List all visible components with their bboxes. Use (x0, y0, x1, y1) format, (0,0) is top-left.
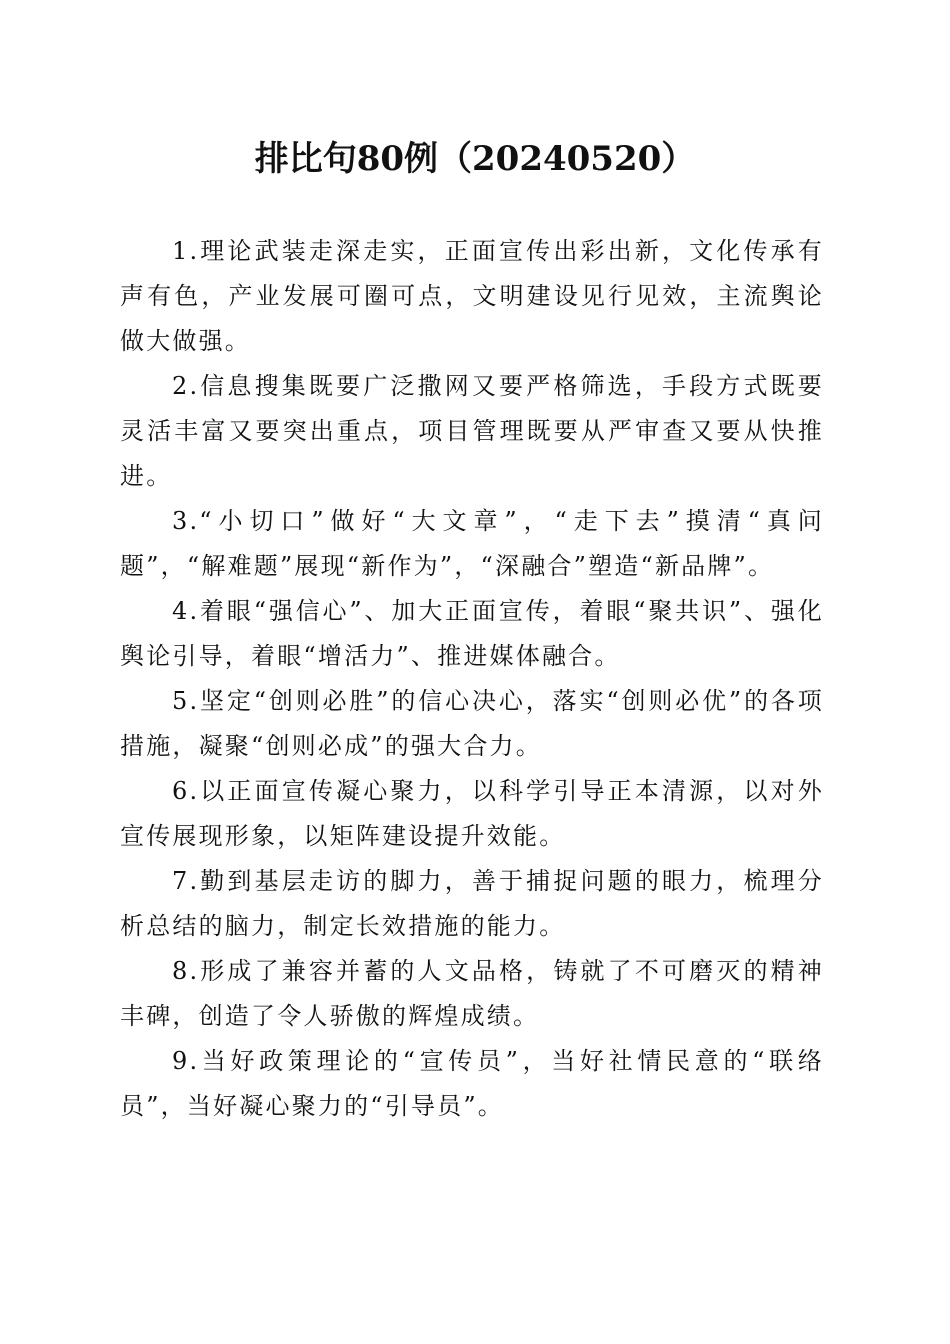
paragraph-2: 2.信息搜集既要广泛撒网又要严格筛选，手段方式既要灵活丰富又要突出重点，项目管理既要从严审查又要从快推进。 (120, 372, 824, 490)
paragraph-1: 1.理论武装走深走实，正面宣传出彩出新，文化传承有声有色，产业发展可圈可点，文明建设见行见效，主流舆论做大做强。 (120, 237, 824, 355)
paragraph-8: 8.形成了兼容并蓄的人文品格，铸就了不可磨灭的精神丰碑，创造了令人骄傲的辉煌成绩。 (120, 957, 824, 1030)
paragraph-4: 4.着眼“强信心”、加大正面宣传，着眼“聚共识”、强化舆论引导，着眼“增活力”、推进媒体融合。 (120, 597, 824, 670)
paragraph-3: 3.“小切口”做好“大文章”，“走下去”摸清“真问题”，“解难题”展现“新作为”，“深融合”塑造“新品牌”。 (120, 507, 824, 580)
paragraph-7: 7.勤到基层走访的脚力，善于捕捉问题的眼力，梳理分析总结的脑力，制定长效措施的能力。 (120, 867, 824, 940)
document-title: 排比句80例（20240520） (254, 139, 696, 179)
document-body (120, 229, 824, 1129)
paragraph-6: 6.以正面宣传凝心聚力，以科学引导正本清源，以对外宣传展现形象，以矩阵建设提升效能。 (120, 777, 824, 850)
paragraph-5: 5.坚定“创则必胜”的信心决心，落实“创则必优”的各项措施，凝聚“创则必成”的强大合力。 (120, 687, 824, 760)
paragraph-9: 9.当好政策理论的“宣传员”，当好社情民意的“联络员”，当好凝心聚力的“引导员”。 (120, 1047, 824, 1120)
